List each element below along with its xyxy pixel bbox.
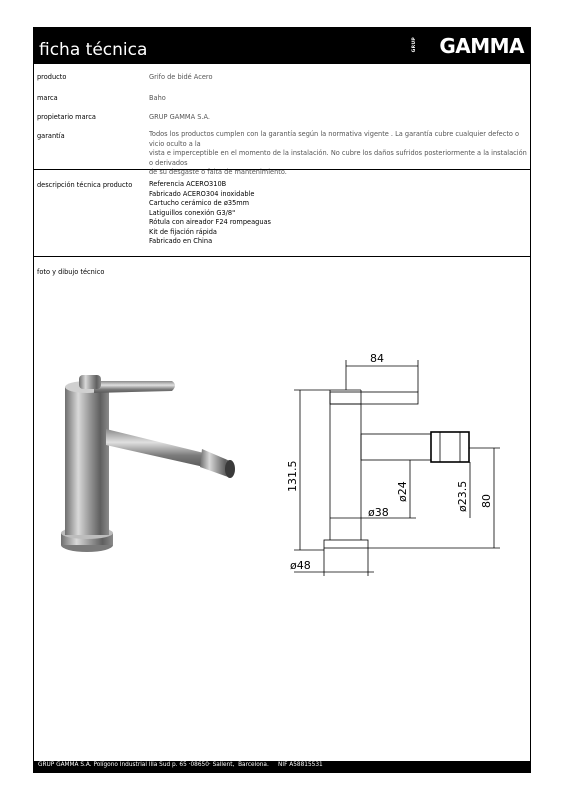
spec-item: Fabricado ACERO304 inoxidable: [149, 189, 255, 198]
footer-bar: [34, 761, 530, 772]
label-garantia: garantía: [37, 132, 65, 140]
value-producto: Grifo de bidé Acero: [149, 73, 213, 81]
header-bar: [34, 28, 530, 64]
technical-drawing: [250, 322, 520, 582]
dim-38: ø38: [368, 506, 389, 519]
label-marca: marca: [37, 94, 58, 102]
garantia-line: Todos los productos cumplen con la garantía según la normativa vigente . La garantía cubre cualquier defecto o vicio oculto a la: [149, 130, 520, 148]
garantia-line: de su desgaste o falta de mantenimiento.: [149, 168, 287, 176]
logo-gamma-text: GAMMA: [439, 34, 524, 58]
garantia-line: vista e imperceptible en el momento de la instalación. No cubre los daños sufridos posteriormente a la instalación o derivados: [149, 149, 527, 167]
label-propietario: propietario marca: [37, 113, 96, 121]
spec-item: Cartucho cerámico de ø35mm: [149, 199, 250, 207]
label-descripcion: descripción técnica producto: [37, 181, 133, 189]
label-producto: producto: [37, 73, 67, 81]
value-marca: Baho: [149, 94, 166, 102]
gamma-logo: [412, 36, 524, 56]
dim-84: 84: [370, 352, 384, 365]
dim-48: ø48: [290, 559, 311, 572]
dim-80: 80: [480, 494, 493, 508]
page-title: ficha técnica: [39, 40, 148, 60]
divider: [34, 256, 530, 257]
spec-item: Rótula con aireador F24 rompeaguas: [149, 218, 271, 226]
dim-131-5: 131.5: [286, 460, 299, 492]
dim-23-5: ø23.5: [456, 480, 469, 512]
value-garantia: [149, 130, 529, 178]
faucet-photo: [24, 345, 254, 575]
spec-item: Referencia ACERO310B: [149, 180, 227, 188]
spec-item: Fabricado en China: [149, 237, 213, 245]
spec-item: Latiguillos conexión G3/8": [149, 208, 236, 217]
value-propietario: GRUP GAMMA S.A.: [149, 113, 210, 121]
dim-24: ø24: [396, 481, 409, 502]
logo-grup-text: GRUP: [412, 37, 417, 53]
footer-text: GRUP GAMMA S.A. Polígono Industrial Illa Sud p. 65 ·08650· Sallent, Barcelona. NIF A58815531: [38, 762, 323, 768]
spec-list: [149, 180, 529, 247]
spec-item: Kit de fijación rápida: [149, 227, 217, 236]
divider: [34, 169, 530, 170]
label-foto: foto y dibujo técnico: [37, 268, 105, 276]
